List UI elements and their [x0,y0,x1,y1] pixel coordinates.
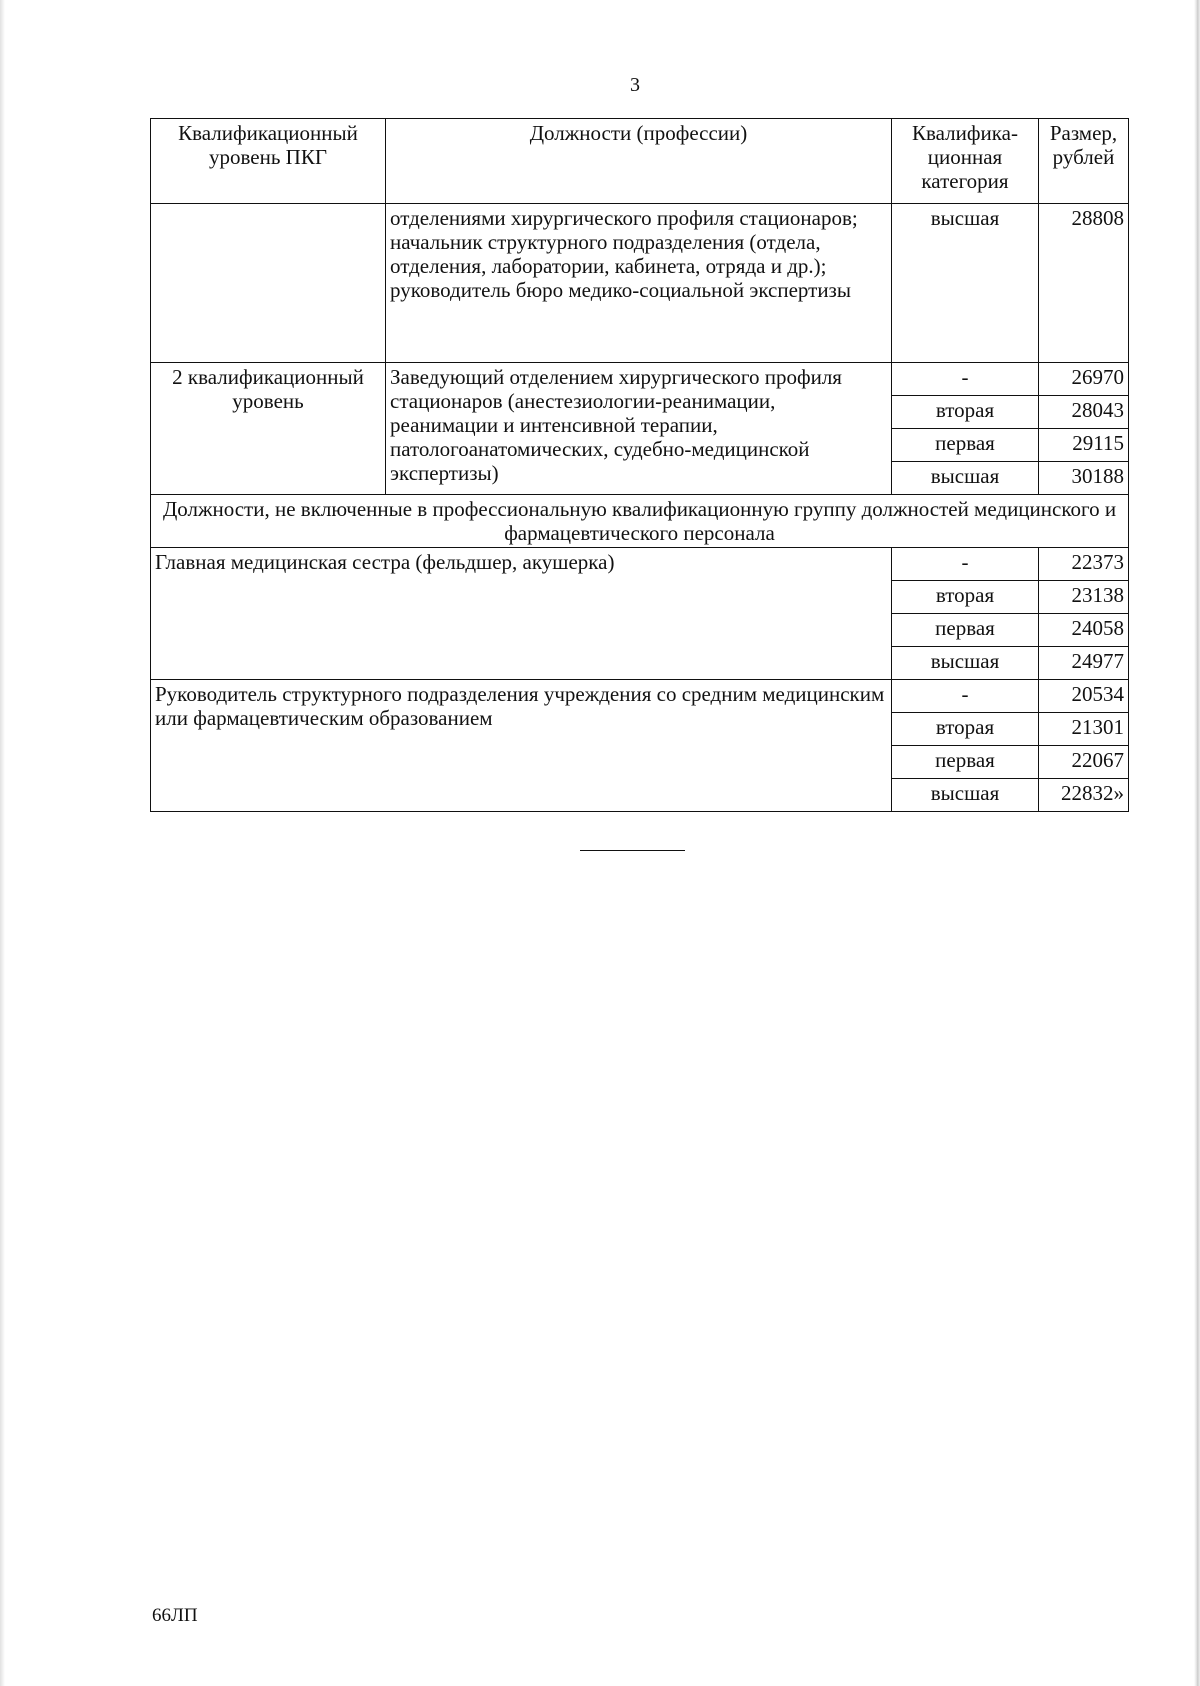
position-cell: Заведующий отделением хирургического профиля стационаров (анестезиологии-реанимации, реанимации и интенсивной терапии, патологоанатомических, судебно-медицинской экспертизы) [386,363,892,495]
salary-cell: 22373 [1039,548,1129,581]
salary-cell: 29115 [1039,429,1129,462]
salary-cell: 24977 [1039,647,1129,680]
header-positions: Должности (профессии) [386,119,892,204]
salary-cell: 23138 [1039,581,1129,614]
salary-cell: 22067 [1039,746,1129,779]
level-cell-empty [151,204,386,363]
footer-code: 66ЛП [152,1605,198,1626]
category-cell: вторая [892,581,1039,614]
category-cell: первая [892,746,1039,779]
page-number: 3 [630,74,640,96]
salary-cell: 28043 [1039,396,1129,429]
salary-table [150,118,1129,812]
category-cell: вторая [892,396,1039,429]
header-category: Квалифика-ционная категория [892,119,1039,204]
header-salary: Размер, рублей [1039,119,1129,204]
category-cell: высшая [892,647,1039,680]
salary-cell: 22832» [1039,779,1129,812]
category-cell: высшая [892,204,1039,363]
salary-cell: 28808 [1039,204,1129,363]
category-cell: - [892,548,1039,581]
section-title-row [151,495,1129,548]
category-cell: высшая [892,779,1039,812]
table-header-row [151,119,1129,204]
salary-cell: 20534 [1039,680,1129,713]
category-cell: вторая [892,713,1039,746]
section-title: Должности, не включенные в профессиональную квалификационную группу должностей медицинского и фармацевтического персонала [151,495,1129,548]
table-row [151,548,1129,581]
header-qualification-level: Квалификационный уровень ПКГ [151,119,386,204]
category-cell: - [892,680,1039,713]
table-row [151,680,1129,713]
scan-right-edge [1194,0,1200,1686]
position-cell: Главная медицинская сестра (фельдшер, акушерка) [151,548,892,680]
table-row [151,363,1129,396]
category-cell: первая [892,614,1039,647]
salary-cell: 30188 [1039,462,1129,495]
category-cell: - [892,363,1039,396]
salary-cell: 24058 [1039,614,1129,647]
scan-left-edge [0,0,5,1686]
position-cell: Руководитель структурного подразделения учреждения со средним медицинским или фармацевтическим образованием [151,680,892,812]
level-cell: 2 квалификационный уровень [151,363,386,495]
position-cell: отделениями хирургического профиля стационаров; начальник структурного подразделения (отдела, отделения, лаборатории, кабинета, отряда и др.); руководитель бюро медико-социальной экспертизы [386,204,892,363]
salary-cell: 21301 [1039,713,1129,746]
table-row [151,204,1129,363]
closing-rule [580,850,685,851]
category-cell: высшая [892,462,1039,495]
salary-cell: 26970 [1039,363,1129,396]
category-cell: первая [892,429,1039,462]
